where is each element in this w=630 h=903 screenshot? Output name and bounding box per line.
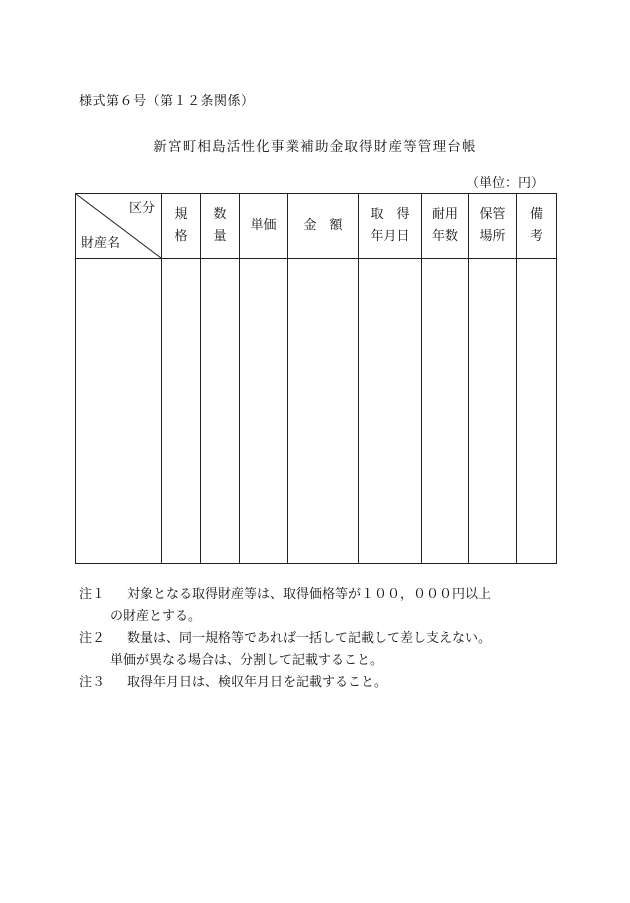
cell-useful-life <box>422 259 469 564</box>
col-storage-location-label-bottom: 場所 <box>479 229 506 244</box>
col-unit-price <box>240 194 288 259</box>
asset-name-label: 財産名 <box>81 236 121 251</box>
cell-asset-name <box>76 259 162 564</box>
cell-quantity <box>201 259 240 564</box>
cell-amount <box>288 259 359 564</box>
note-1 <box>79 584 569 628</box>
col-amount-label: 金 額 <box>303 218 343 233</box>
cell-remarks <box>517 259 557 564</box>
note-2-line-1: 数量は、同一規格等であれば一括して記載して差し支えない。 <box>127 631 492 646</box>
col-quantity-label: 数量 <box>213 207 227 244</box>
note-1-label: 注１ <box>79 587 106 602</box>
note-3-line-1: 取得年月日は、検収年月日を記載すること。 <box>127 675 388 690</box>
col-useful-life <box>422 194 469 259</box>
note-2 <box>79 628 569 672</box>
category-label: 区分 <box>128 201 155 216</box>
note-1-line-1: 対象となる取得財産等は、取得価格等が１００，０００円以上 <box>127 587 492 602</box>
col-useful-life-label-top: 耐用 <box>431 207 458 222</box>
col-storage-location-label-top: 保管 <box>479 207 506 222</box>
col-unit-price-label: 単価 <box>250 218 277 233</box>
col-acquisition-date-label-top: 取 得 <box>370 207 410 222</box>
col-acquisition-date-label-bottom: 年月日 <box>370 229 410 244</box>
ledger-title: 新宮町相島活性化事業補助金取得財産等管理台帳 <box>153 139 477 155</box>
note-3 <box>79 672 569 694</box>
col-useful-life-label-bottom: 年数 <box>431 229 458 244</box>
col-quantity <box>201 194 240 259</box>
note-2-line-2: 単価が異なる場合は、分割して記載すること。 <box>110 653 384 668</box>
note-3-label: 注３ <box>79 675 106 690</box>
asset-ledger-table <box>75 193 557 564</box>
col-remarks-label: 備考 <box>529 207 543 244</box>
col-storage-location <box>469 194 517 259</box>
unit-label: （単位：円） <box>465 176 544 191</box>
col-remarks <box>517 194 557 259</box>
form-number: 様式第６号（第１２条関係） <box>79 94 255 109</box>
notes-section <box>79 584 569 694</box>
note-1-line-2: の財産とする。 <box>110 609 202 624</box>
col-amount <box>288 194 359 259</box>
cell-storage-location <box>469 259 517 564</box>
cell-spec <box>162 259 201 564</box>
cell-unit-price <box>240 259 288 564</box>
cell-acquisition-date <box>359 259 422 564</box>
col-spec <box>162 194 201 259</box>
col-acquisition-date <box>359 194 422 259</box>
table-body-row <box>76 259 557 564</box>
category-asset-name-cell <box>76 194 162 259</box>
col-spec-label: 規格 <box>174 207 188 244</box>
note-2-label: 注２ <box>79 631 106 646</box>
table-header-row <box>76 194 557 259</box>
